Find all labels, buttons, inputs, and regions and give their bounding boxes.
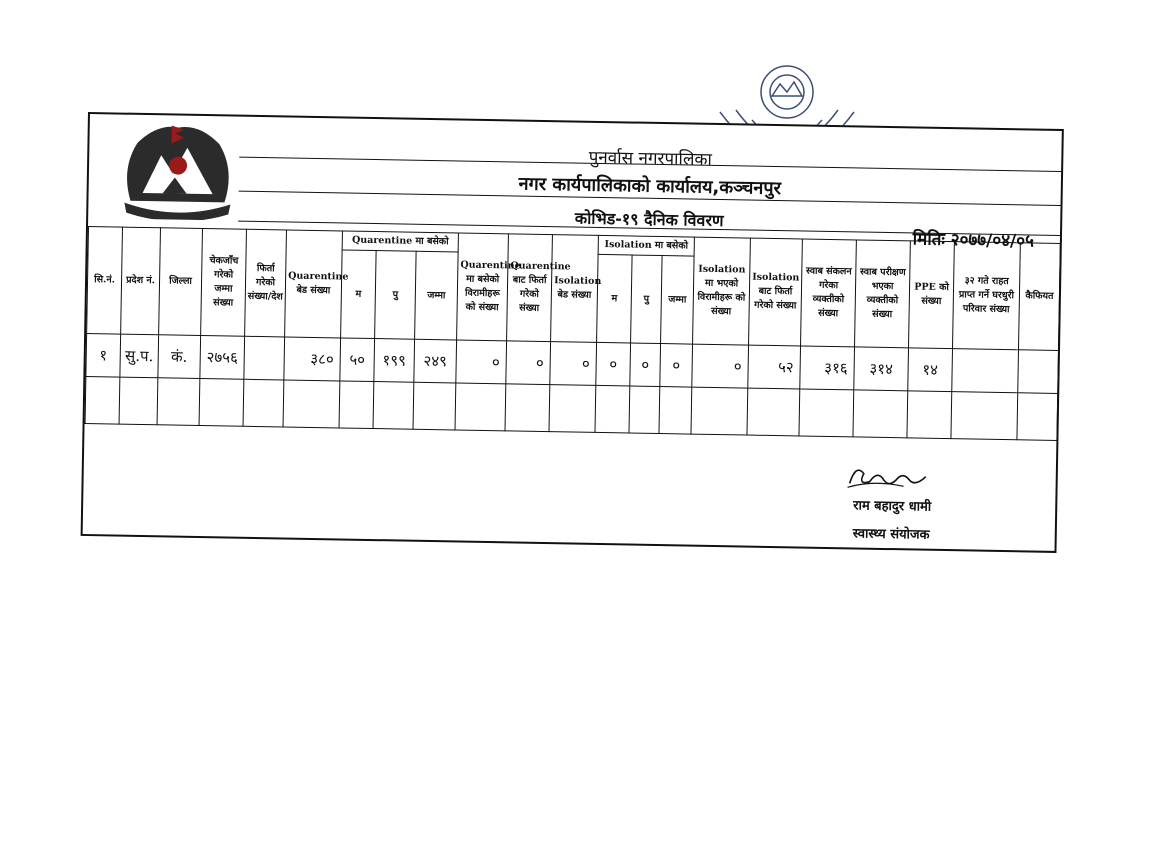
empty-cell (157, 378, 200, 426)
municipality-name: पुनर्वास नगरपालिका (588, 147, 713, 170)
empty-cell (243, 379, 284, 427)
cell-i-female: ० (596, 342, 631, 386)
cell-relief (952, 349, 1019, 393)
empty-cell (413, 382, 456, 430)
report-sheet (81, 112, 1064, 553)
col-relief: ३२ गते राहत प्राप्त गर्ने घरधुरी परिवार संख्या (953, 242, 1021, 350)
cell-district: कं. (158, 335, 201, 379)
cell-swab-collected: ३१६ (800, 346, 855, 390)
col-quarantine-beds: Quarentine बेड संख्या (285, 230, 343, 338)
col-group-isolation: Isolation मा बसेको (598, 235, 694, 256)
col-returned: फिर्ता गरेको संख्या/देश (245, 229, 287, 337)
col-q-returned: Quarentine बाट फिर्ता गरेको संख्या (507, 234, 553, 342)
col-q-female: म (341, 250, 377, 339)
cell-swab-tested: ३१४ (854, 347, 909, 391)
cell-q-male: १९९ (374, 339, 415, 383)
col-i-returned: Isolation बाट फिर्ता गरेको संख्या (749, 238, 803, 346)
cell-i-returned: ५२ (748, 345, 801, 389)
empty-cell (1017, 393, 1058, 441)
empty-cell (747, 388, 800, 436)
report-title: कोभिड-१९ दैनिक विवरण (574, 208, 724, 231)
empty-cell (691, 387, 748, 435)
signature-mark (843, 459, 932, 495)
col-i-male: पु (631, 255, 663, 344)
col-i-female: म (597, 254, 633, 343)
col-swab-tested: स्वाब परीक्षण भएका व्यक्तीको संख्या (855, 240, 911, 348)
empty-cell (659, 387, 692, 435)
col-group-quarantine: Quarentine मा बसेको (342, 231, 458, 252)
col-remarks: कैफियत (1019, 243, 1061, 351)
cell-checked: २७५६ (200, 335, 245, 379)
cell-ppe: १४ (908, 348, 953, 392)
cell-q-returned: ० (506, 341, 551, 385)
empty-cell (373, 382, 414, 430)
nepal-emblem-icon (116, 121, 240, 221)
empty-cell (549, 385, 596, 433)
empty-cell (85, 377, 120, 425)
col-i-patients: Isolation मा भएको विरामीहरू को संख्या (693, 237, 751, 345)
col-ppe: PPE को संख्या (909, 241, 955, 349)
cell-quarantine-beds: ३८० (284, 337, 341, 381)
cell-returned (244, 336, 285, 380)
empty-cell (339, 381, 374, 429)
office-name: नगर कार्यपालिकाको कार्यालय,कञ्चनपुर (518, 173, 782, 200)
col-swab-collected: स्वाब संकलन गरेका व्यक्तीको संख्या (801, 239, 857, 347)
col-q-patients: Quarentine मा बसेको विरामीहरू को संख्या (457, 233, 509, 341)
empty-cell (907, 391, 952, 439)
empty-cell (505, 384, 550, 432)
cell-i-patients: ० (692, 344, 749, 388)
empty-cell (199, 378, 244, 426)
cell-q-total: २४९ (414, 339, 457, 383)
col-checked: चेकजाँच गरेको जम्मा संख्या (201, 229, 247, 337)
cell-isolation-beds: ० (550, 342, 597, 386)
cell-i-male: ० (630, 343, 661, 387)
covid-daily-table (85, 226, 1061, 441)
col-province: प्रदेश नं. (121, 227, 161, 335)
cell-sn: १ (86, 334, 121, 378)
col-sn: सि.नं. (87, 227, 123, 335)
empty-cell (853, 390, 908, 438)
cell-remarks (1018, 350, 1059, 394)
cell-q-female: ५० (340, 338, 375, 382)
col-q-total: जम्मा (415, 251, 459, 340)
empty-cell (283, 380, 340, 428)
empty-cell (455, 383, 506, 431)
empty-cell (799, 389, 854, 437)
col-isolation-beds: Isolation बेड संख्या (551, 235, 599, 343)
empty-cell (119, 377, 158, 425)
cell-province: सु.प. (120, 334, 159, 378)
signatory-role: स्वास्थ्य संयोजक (852, 526, 930, 543)
empty-cell (595, 385, 630, 433)
empty-cell (629, 386, 660, 434)
cell-q-patients: ० (456, 340, 507, 384)
cell-i-total: ० (660, 344, 693, 388)
report-date: मितिः २०७७/०४/०५ (912, 229, 1035, 252)
col-district: जिल्ला (159, 228, 203, 336)
signatory-name: राम बहादुर धामी (853, 498, 932, 515)
col-i-total: जम्मा (661, 256, 695, 345)
empty-cell (951, 392, 1018, 440)
col-q-male: पु (375, 251, 417, 340)
